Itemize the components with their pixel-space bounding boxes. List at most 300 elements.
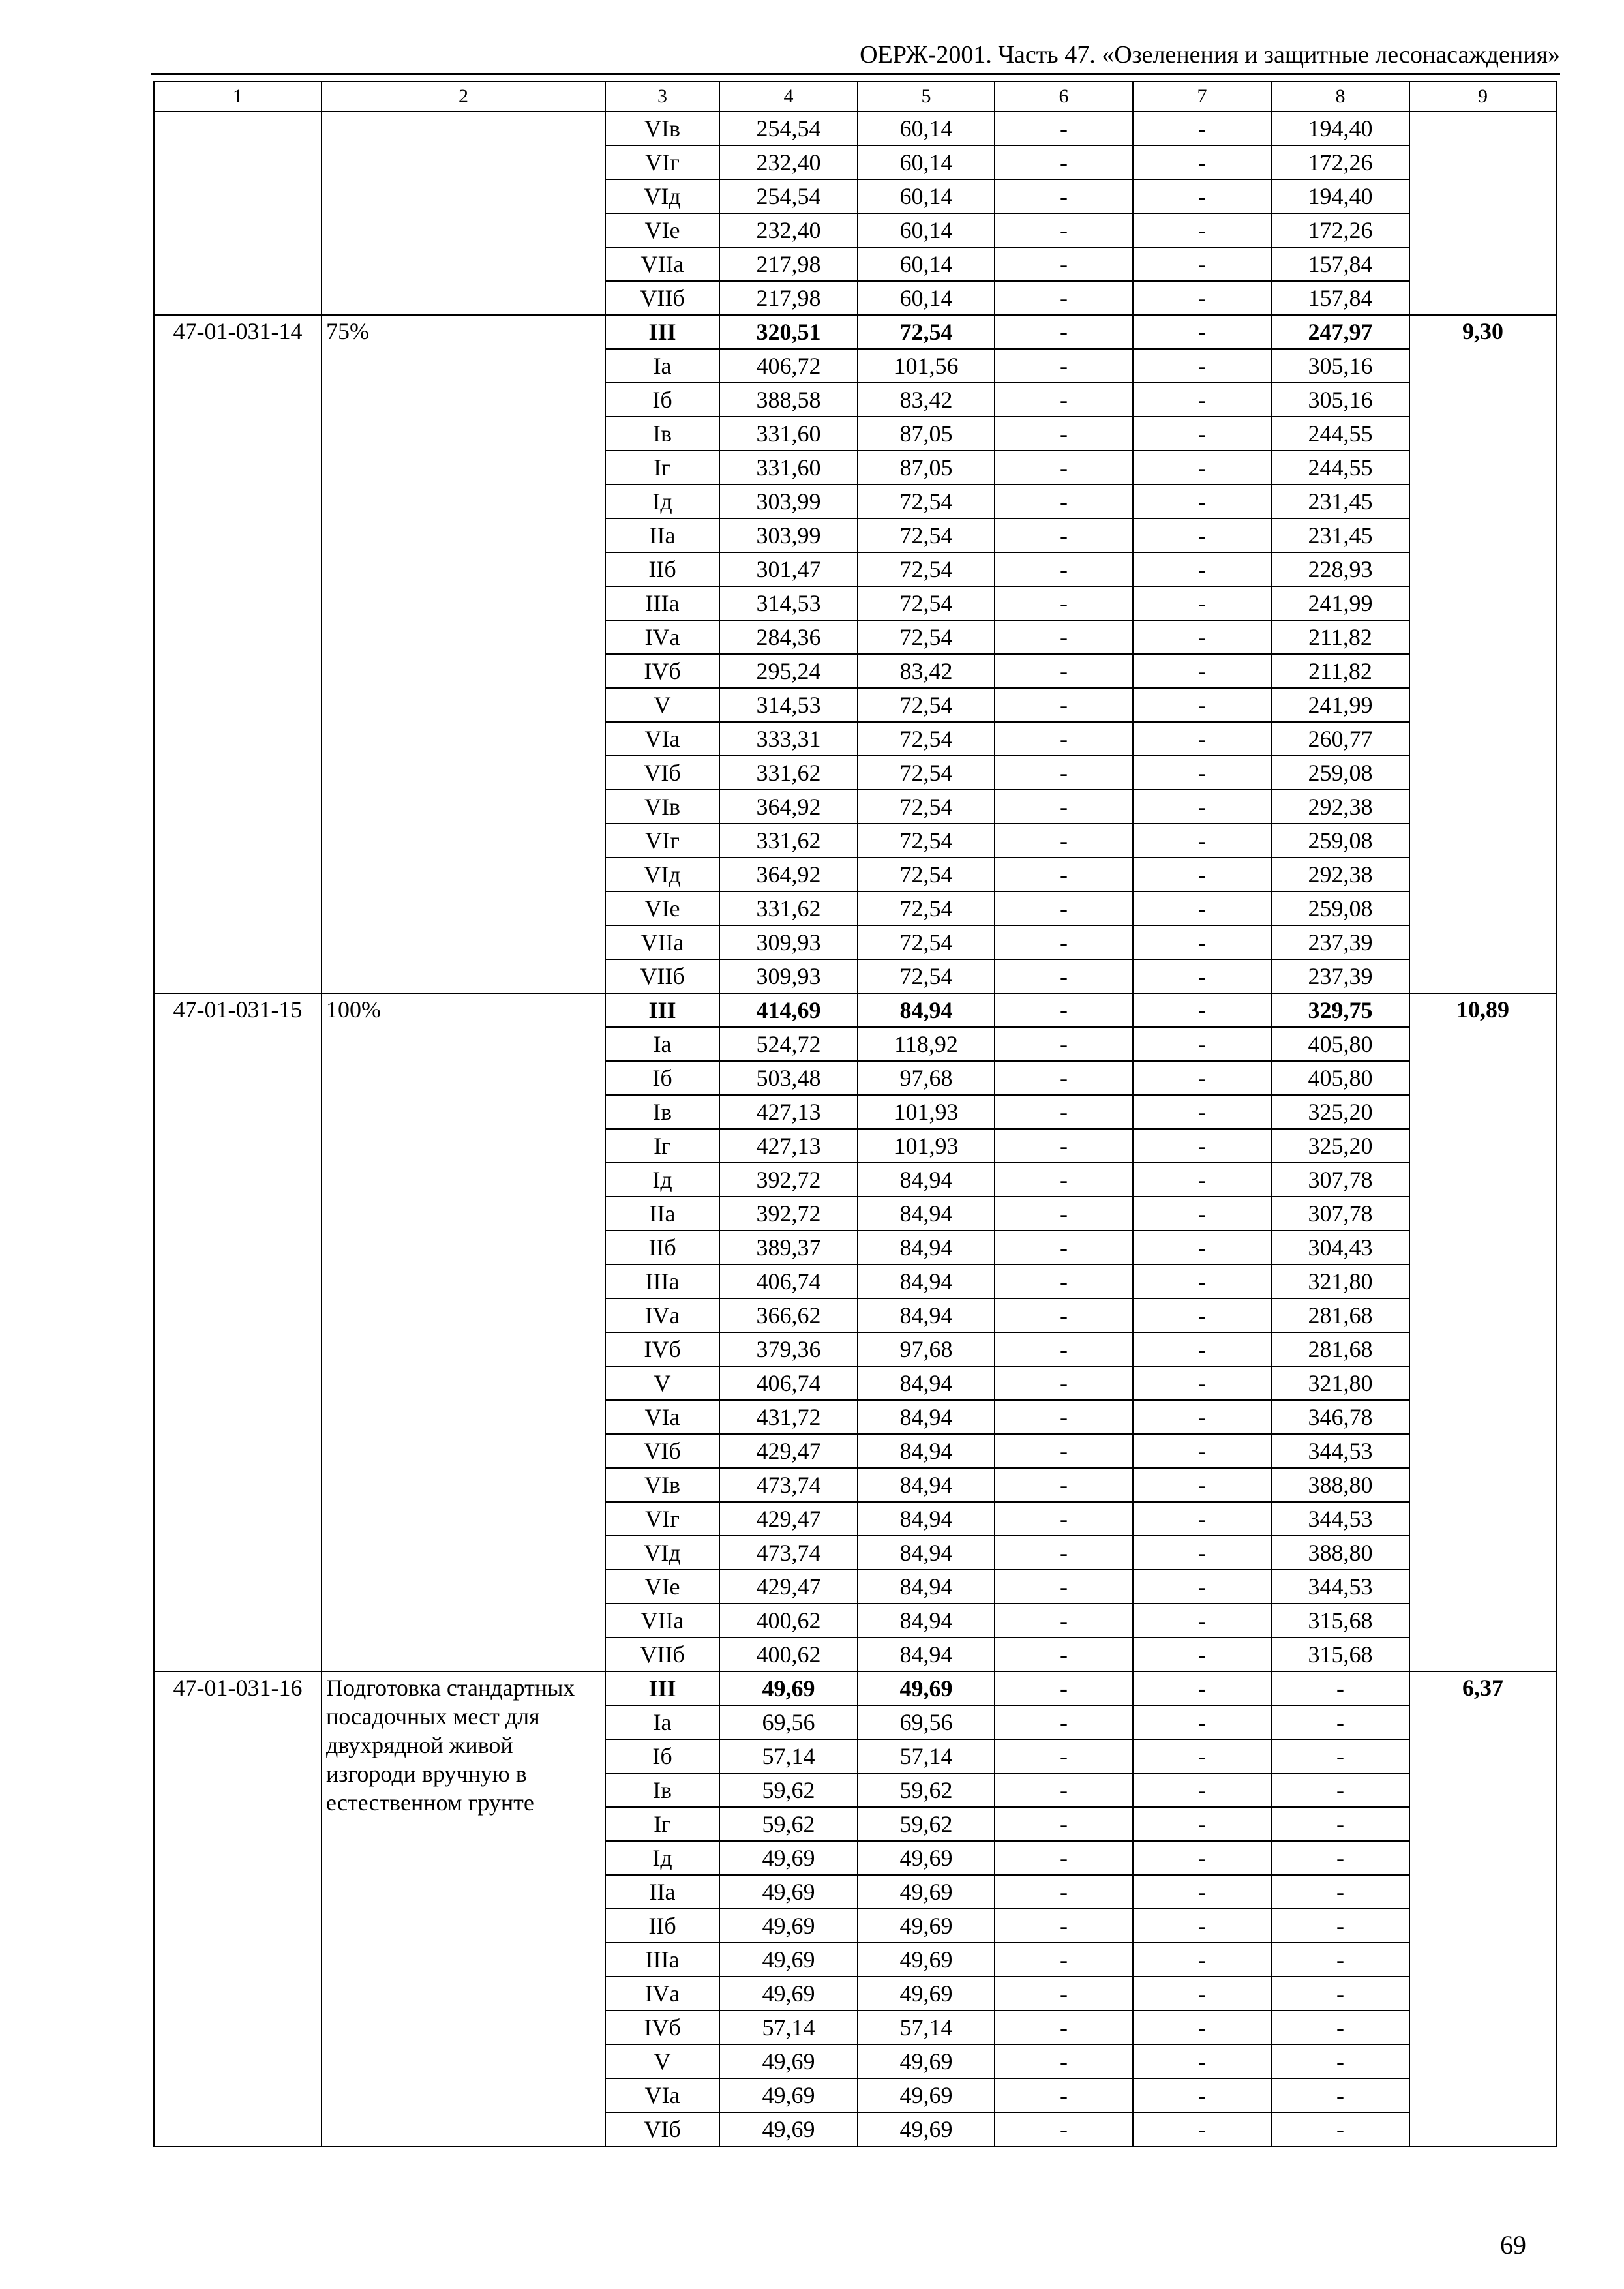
wages-cell: 49,69 bbox=[858, 1977, 995, 2011]
driver-wages-cell: - bbox=[1133, 145, 1271, 179]
driver-wages-cell: - bbox=[1133, 1197, 1271, 1231]
driver-wages-cell: - bbox=[1133, 1027, 1271, 1061]
wages-cell: 101,93 bbox=[858, 1129, 995, 1163]
wages-cell: 84,94 bbox=[858, 1264, 995, 1298]
zone-cell: IVа bbox=[605, 1977, 719, 2011]
driver-wages-cell: - bbox=[1133, 1095, 1271, 1129]
materials-cell: 194,40 bbox=[1271, 179, 1409, 213]
driver-wages-cell: - bbox=[1133, 485, 1271, 518]
direct-cost-cell: 429,47 bbox=[719, 1434, 858, 1468]
machine-cost-cell: - bbox=[995, 1502, 1133, 1536]
machine-cost-cell: - bbox=[995, 518, 1133, 552]
column-number: 9 bbox=[1409, 82, 1556, 112]
wages-cell: 84,94 bbox=[858, 993, 995, 1027]
wages-cell: 84,94 bbox=[858, 1570, 995, 1604]
driver-wages-cell: - bbox=[1133, 1536, 1271, 1570]
zone-cell: Iг bbox=[605, 451, 719, 485]
direct-cost-cell: 314,53 bbox=[719, 586, 858, 620]
machine-cost-cell: - bbox=[995, 1129, 1133, 1163]
driver-wages-cell: - bbox=[1133, 1061, 1271, 1095]
driver-wages-cell: - bbox=[1133, 654, 1271, 688]
materials-cell: 260,77 bbox=[1271, 722, 1409, 756]
materials-cell: 325,20 bbox=[1271, 1129, 1409, 1163]
zone-cell: V bbox=[605, 688, 719, 722]
wages-cell: 83,42 bbox=[858, 383, 995, 417]
machine-cost-cell: - bbox=[995, 790, 1133, 824]
column-number: 6 bbox=[995, 82, 1133, 112]
wages-cell: 72,54 bbox=[858, 858, 995, 891]
direct-cost-cell: 400,62 bbox=[719, 1604, 858, 1638]
materials-cell: 321,80 bbox=[1271, 1366, 1409, 1400]
materials-cell: 329,75 bbox=[1271, 993, 1409, 1027]
driver-wages-cell: - bbox=[1133, 2044, 1271, 2078]
machine-cost-cell: - bbox=[995, 1875, 1133, 1909]
table-header bbox=[154, 82, 1556, 112]
direct-cost-cell: 331,62 bbox=[719, 824, 858, 858]
materials-cell: 247,97 bbox=[1271, 315, 1409, 349]
machine-cost-cell: - bbox=[995, 2044, 1133, 2078]
machine-cost-cell: - bbox=[995, 1434, 1133, 1468]
materials-cell: 321,80 bbox=[1271, 1264, 1409, 1298]
machine-cost-cell: - bbox=[995, 1231, 1133, 1264]
driver-wages-cell: - bbox=[1133, 1163, 1271, 1197]
zone-cell: VIг bbox=[605, 1502, 719, 1536]
zone-cell: VIа bbox=[605, 1400, 719, 1434]
materials-cell: 304,43 bbox=[1271, 1231, 1409, 1264]
direct-cost-cell: 49,69 bbox=[719, 1841, 858, 1875]
wages-cell: 49,69 bbox=[858, 1841, 995, 1875]
machine-cost-cell: - bbox=[995, 1197, 1133, 1231]
direct-cost-cell: 254,54 bbox=[719, 179, 858, 213]
machine-cost-cell: - bbox=[995, 1061, 1133, 1095]
zone-cell: Iд bbox=[605, 1163, 719, 1197]
driver-wages-cell: - bbox=[1133, 586, 1271, 620]
driver-wages-cell: - bbox=[1133, 451, 1271, 485]
zone-cell: VIг bbox=[605, 145, 719, 179]
wages-cell: 72,54 bbox=[858, 790, 995, 824]
materials-cell: 305,16 bbox=[1271, 349, 1409, 383]
rate-code: 47-01-031-15 bbox=[154, 993, 322, 1671]
wages-cell: 84,94 bbox=[858, 1366, 995, 1400]
zone-cell: VIд bbox=[605, 858, 719, 891]
wages-cell: 72,54 bbox=[858, 722, 995, 756]
materials-cell: 315,68 bbox=[1271, 1604, 1409, 1638]
rate-code bbox=[154, 112, 322, 315]
wages-cell: 69,56 bbox=[858, 1705, 995, 1739]
driver-wages-cell: - bbox=[1133, 383, 1271, 417]
machine-cost-cell: - bbox=[995, 1027, 1133, 1061]
materials-cell: 194,40 bbox=[1271, 112, 1409, 145]
page-header: ОЕРЖ-2001. Часть 47. «Озеленения и защитные лесонасаждения» bbox=[860, 41, 1560, 68]
direct-cost-cell: 331,62 bbox=[719, 756, 858, 790]
column-number: 5 bbox=[858, 82, 995, 112]
zone-cell: Iа bbox=[605, 349, 719, 383]
wages-cell: 49,69 bbox=[858, 1875, 995, 1909]
driver-wages-cell: - bbox=[1133, 213, 1271, 247]
direct-cost-cell: 49,69 bbox=[719, 2112, 858, 2146]
direct-cost-cell: 57,14 bbox=[719, 1739, 858, 1773]
wages-cell: 84,94 bbox=[858, 1197, 995, 1231]
rates-table bbox=[153, 81, 1557, 2147]
direct-cost-cell: 303,99 bbox=[719, 518, 858, 552]
wages-cell: 72,54 bbox=[858, 586, 995, 620]
wages-cell: 97,68 bbox=[858, 1332, 995, 1366]
direct-cost-cell: 406,74 bbox=[719, 1366, 858, 1400]
materials-cell: 259,08 bbox=[1271, 756, 1409, 790]
zone-cell: VIв bbox=[605, 790, 719, 824]
driver-wages-cell: - bbox=[1133, 993, 1271, 1027]
direct-cost-cell: 69,56 bbox=[719, 1705, 858, 1739]
wages-cell: 72,54 bbox=[858, 925, 995, 959]
zone-cell: VIв bbox=[605, 112, 719, 145]
direct-cost-cell: 427,13 bbox=[719, 1129, 858, 1163]
zone-cell: IIб bbox=[605, 1909, 719, 1943]
direct-cost-cell: 254,54 bbox=[719, 112, 858, 145]
zone-cell: IIIа bbox=[605, 1943, 719, 1977]
machine-cost-cell: - bbox=[995, 1705, 1133, 1739]
materials-cell: 241,99 bbox=[1271, 586, 1409, 620]
zone-cell: V bbox=[605, 1366, 719, 1400]
materials-cell: 241,99 bbox=[1271, 688, 1409, 722]
machine-cost-cell: - bbox=[995, 1298, 1133, 1332]
driver-wages-cell: - bbox=[1133, 1841, 1271, 1875]
driver-wages-cell: - bbox=[1133, 824, 1271, 858]
zone-cell: VIд bbox=[605, 1536, 719, 1570]
materials-cell: - bbox=[1271, 2112, 1409, 2146]
machine-cost-cell: - bbox=[995, 2011, 1133, 2044]
wages-cell: 72,54 bbox=[858, 315, 995, 349]
zone-cell: IIб bbox=[605, 1231, 719, 1264]
column-number: 1 bbox=[154, 82, 322, 112]
zone-cell: Iа bbox=[605, 1705, 719, 1739]
driver-wages-cell: - bbox=[1133, 2011, 1271, 2044]
zone-cell: VIIа bbox=[605, 1604, 719, 1638]
wages-cell: 101,93 bbox=[858, 1095, 995, 1129]
driver-wages-cell: - bbox=[1133, 1298, 1271, 1332]
direct-cost-cell: 232,40 bbox=[719, 145, 858, 179]
direct-cost-cell: 331,60 bbox=[719, 451, 858, 485]
zone-cell: III bbox=[605, 315, 719, 349]
wages-cell: 59,62 bbox=[858, 1773, 995, 1807]
machine-cost-cell: - bbox=[995, 858, 1133, 891]
materials-cell: - bbox=[1271, 1977, 1409, 2011]
wages-cell: 83,42 bbox=[858, 654, 995, 688]
machine-cost-cell: - bbox=[995, 1366, 1133, 1400]
zone-cell: VIIа bbox=[605, 247, 719, 281]
machine-cost-cell: - bbox=[995, 756, 1133, 790]
materials-cell: 344,53 bbox=[1271, 1570, 1409, 1604]
machine-cost-cell: - bbox=[995, 451, 1133, 485]
zone-cell: VIд bbox=[605, 179, 719, 213]
direct-cost-cell: 320,51 bbox=[719, 315, 858, 349]
direct-cost-cell: 49,69 bbox=[719, 1671, 858, 1705]
machine-cost-cell: - bbox=[995, 179, 1133, 213]
materials-cell: 292,38 bbox=[1271, 790, 1409, 824]
wages-cell: 72,54 bbox=[858, 688, 995, 722]
materials-cell: 231,45 bbox=[1271, 518, 1409, 552]
zone-cell: Iд bbox=[605, 485, 719, 518]
driver-wages-cell: - bbox=[1133, 417, 1271, 451]
direct-cost-cell: 364,92 bbox=[719, 790, 858, 824]
zone-cell: IIа bbox=[605, 1875, 719, 1909]
zone-cell: Iг bbox=[605, 1807, 719, 1841]
wages-cell: 72,54 bbox=[858, 485, 995, 518]
driver-wages-cell: - bbox=[1133, 620, 1271, 654]
direct-cost-cell: 427,13 bbox=[719, 1095, 858, 1129]
zone-cell: VIа bbox=[605, 722, 719, 756]
machine-cost-cell: - bbox=[995, 1264, 1133, 1298]
direct-cost-cell: 49,69 bbox=[719, 2078, 858, 2112]
driver-wages-cell: - bbox=[1133, 112, 1271, 145]
direct-cost-cell: 366,62 bbox=[719, 1298, 858, 1332]
driver-wages-cell: - bbox=[1133, 1977, 1271, 2011]
machine-cost-cell: - bbox=[995, 1332, 1133, 1366]
zone-cell: IVа bbox=[605, 620, 719, 654]
direct-cost-cell: 503,48 bbox=[719, 1061, 858, 1095]
machine-cost-cell: - bbox=[995, 213, 1133, 247]
machine-cost-cell: - bbox=[995, 824, 1133, 858]
zone-cell: IIа bbox=[605, 518, 719, 552]
zone-cell: IIIа bbox=[605, 1264, 719, 1298]
materials-cell: 281,68 bbox=[1271, 1332, 1409, 1366]
wages-cell: 84,94 bbox=[858, 1468, 995, 1502]
wages-cell: 49,69 bbox=[858, 2112, 995, 2146]
machine-cost-cell: - bbox=[995, 1095, 1133, 1129]
driver-wages-cell: - bbox=[1133, 1773, 1271, 1807]
rate-code: 47-01-031-14 bbox=[154, 315, 322, 993]
materials-cell: - bbox=[1271, 1909, 1409, 1943]
driver-wages-cell: - bbox=[1133, 1231, 1271, 1264]
direct-cost-cell: 309,93 bbox=[719, 925, 858, 959]
wages-cell: 60,14 bbox=[858, 145, 995, 179]
direct-cost-cell: 331,62 bbox=[719, 891, 858, 925]
driver-wages-cell: - bbox=[1133, 959, 1271, 993]
materials-cell: 228,93 bbox=[1271, 552, 1409, 586]
materials-cell: 244,55 bbox=[1271, 451, 1409, 485]
direct-cost-cell: 429,47 bbox=[719, 1502, 858, 1536]
machine-cost-cell: - bbox=[995, 586, 1133, 620]
materials-cell: 211,82 bbox=[1271, 654, 1409, 688]
driver-wages-cell: - bbox=[1133, 1264, 1271, 1298]
direct-cost-cell: 57,14 bbox=[719, 2011, 858, 2044]
materials-cell: 305,16 bbox=[1271, 383, 1409, 417]
machine-cost-cell: - bbox=[995, 1773, 1133, 1807]
materials-cell: 259,08 bbox=[1271, 824, 1409, 858]
machine-cost-cell: - bbox=[995, 2078, 1133, 2112]
rate-name: 100% bbox=[322, 993, 605, 1671]
machine-cost-cell: - bbox=[995, 1163, 1133, 1197]
column-number: 2 bbox=[322, 82, 605, 112]
labor-cost-cell: 9,30 bbox=[1409, 315, 1556, 993]
materials-cell: 259,08 bbox=[1271, 891, 1409, 925]
machine-cost-cell: - bbox=[995, 654, 1133, 688]
direct-cost-cell: 331,60 bbox=[719, 417, 858, 451]
materials-cell: 344,53 bbox=[1271, 1434, 1409, 1468]
driver-wages-cell: - bbox=[1133, 756, 1271, 790]
materials-cell: - bbox=[1271, 1875, 1409, 1909]
machine-cost-cell: - bbox=[995, 145, 1133, 179]
rate-name bbox=[322, 112, 605, 315]
rate-code: 47-01-031-16 bbox=[154, 1671, 322, 2146]
zone-cell: VIIб bbox=[605, 281, 719, 315]
wages-cell: 49,69 bbox=[858, 2044, 995, 2078]
direct-cost-cell: 49,69 bbox=[719, 1977, 858, 2011]
column-number: 4 bbox=[719, 82, 858, 112]
wages-cell: 49,69 bbox=[858, 1909, 995, 1943]
column-number: 7 bbox=[1133, 82, 1271, 112]
direct-cost-cell: 301,47 bbox=[719, 552, 858, 586]
table-row bbox=[154, 1671, 1556, 1705]
driver-wages-cell: - bbox=[1133, 790, 1271, 824]
driver-wages-cell: - bbox=[1133, 858, 1271, 891]
direct-cost-cell: 524,72 bbox=[719, 1027, 858, 1061]
materials-cell: 388,80 bbox=[1271, 1536, 1409, 1570]
labor-cost-cell bbox=[1409, 112, 1556, 315]
materials-cell: 292,38 bbox=[1271, 858, 1409, 891]
zone-cell: VIг bbox=[605, 824, 719, 858]
driver-wages-cell: - bbox=[1133, 1400, 1271, 1434]
driver-wages-cell: - bbox=[1133, 315, 1271, 349]
direct-cost-cell: 392,72 bbox=[719, 1197, 858, 1231]
machine-cost-cell: - bbox=[995, 417, 1133, 451]
machine-cost-cell: - bbox=[995, 891, 1133, 925]
machine-cost-cell: - bbox=[995, 1536, 1133, 1570]
labor-cost-cell: 10,89 bbox=[1409, 993, 1556, 1671]
zone-cell: IIб bbox=[605, 552, 719, 586]
driver-wages-cell: - bbox=[1133, 2078, 1271, 2112]
driver-wages-cell: - bbox=[1133, 179, 1271, 213]
driver-wages-cell: - bbox=[1133, 1875, 1271, 1909]
machine-cost-cell: - bbox=[995, 1909, 1133, 1943]
direct-cost-cell: 49,69 bbox=[719, 2044, 858, 2078]
wages-cell: 57,14 bbox=[858, 2011, 995, 2044]
driver-wages-cell: - bbox=[1133, 247, 1271, 281]
driver-wages-cell: - bbox=[1133, 1807, 1271, 1841]
wages-cell: 72,54 bbox=[858, 891, 995, 925]
driver-wages-cell: - bbox=[1133, 1332, 1271, 1366]
machine-cost-cell: - bbox=[995, 112, 1133, 145]
driver-wages-cell: - bbox=[1133, 1366, 1271, 1400]
machine-cost-cell: - bbox=[995, 1604, 1133, 1638]
machine-cost-cell: - bbox=[995, 552, 1133, 586]
rate-name: 75% bbox=[322, 315, 605, 993]
direct-cost-cell: 59,62 bbox=[719, 1773, 858, 1807]
direct-cost-cell: 473,74 bbox=[719, 1468, 858, 1502]
wages-cell: 60,14 bbox=[858, 213, 995, 247]
machine-cost-cell: - bbox=[995, 1468, 1133, 1502]
wages-cell: 84,94 bbox=[858, 1231, 995, 1264]
zone-cell: V bbox=[605, 2044, 719, 2078]
materials-cell: 237,39 bbox=[1271, 959, 1409, 993]
wages-cell: 72,54 bbox=[858, 620, 995, 654]
materials-cell: - bbox=[1271, 1943, 1409, 1977]
wages-cell: 84,94 bbox=[858, 1536, 995, 1570]
column-number: 8 bbox=[1271, 82, 1409, 112]
column-number-row bbox=[154, 82, 1556, 112]
zone-cell: VIIб bbox=[605, 1638, 719, 1671]
direct-cost-cell: 314,53 bbox=[719, 688, 858, 722]
wages-cell: 101,56 bbox=[858, 349, 995, 383]
driver-wages-cell: - bbox=[1133, 1638, 1271, 1671]
direct-cost-cell: 406,72 bbox=[719, 349, 858, 383]
zone-cell: VIа bbox=[605, 2078, 719, 2112]
driver-wages-cell: - bbox=[1133, 688, 1271, 722]
zone-cell: IVб bbox=[605, 654, 719, 688]
direct-cost-cell: 49,69 bbox=[719, 1909, 858, 1943]
wages-cell: 57,14 bbox=[858, 1739, 995, 1773]
machine-cost-cell: - bbox=[995, 993, 1133, 1027]
wages-cell: 97,68 bbox=[858, 1061, 995, 1095]
direct-cost-cell: 389,37 bbox=[719, 1231, 858, 1264]
materials-cell: - bbox=[1271, 1841, 1409, 1875]
driver-wages-cell: - bbox=[1133, 1739, 1271, 1773]
machine-cost-cell: - bbox=[995, 1943, 1133, 1977]
zone-cell: Iб bbox=[605, 383, 719, 417]
zone-cell: VIб bbox=[605, 2112, 719, 2146]
machine-cost-cell: - bbox=[995, 1638, 1133, 1671]
materials-cell: - bbox=[1271, 1671, 1409, 1705]
zone-cell: VIе bbox=[605, 891, 719, 925]
wages-cell: 84,94 bbox=[858, 1604, 995, 1638]
driver-wages-cell: - bbox=[1133, 518, 1271, 552]
driver-wages-cell: - bbox=[1133, 349, 1271, 383]
table-body bbox=[154, 112, 1556, 2146]
direct-cost-cell: 333,31 bbox=[719, 722, 858, 756]
driver-wages-cell: - bbox=[1133, 1434, 1271, 1468]
rate-name: Подготовка стандартных посадочных мест для двухрядной живой изгороди вручную в естественном грунте bbox=[322, 1671, 605, 2146]
machine-cost-cell: - bbox=[995, 1977, 1133, 2011]
direct-cost-cell: 392,72 bbox=[719, 1163, 858, 1197]
materials-cell: 172,26 bbox=[1271, 145, 1409, 179]
zone-cell: Iд bbox=[605, 1841, 719, 1875]
driver-wages-cell: - bbox=[1133, 1909, 1271, 1943]
materials-cell: - bbox=[1271, 1705, 1409, 1739]
zone-cell: IVб bbox=[605, 1332, 719, 1366]
direct-cost-cell: 429,47 bbox=[719, 1570, 858, 1604]
direct-cost-cell: 473,74 bbox=[719, 1536, 858, 1570]
machine-cost-cell: - bbox=[995, 1807, 1133, 1841]
direct-cost-cell: 59,62 bbox=[719, 1807, 858, 1841]
materials-cell: 211,82 bbox=[1271, 620, 1409, 654]
direct-cost-cell: 49,69 bbox=[719, 1875, 858, 1909]
materials-cell: 307,78 bbox=[1271, 1163, 1409, 1197]
machine-cost-cell: - bbox=[995, 2112, 1133, 2146]
wages-cell: 72,54 bbox=[858, 959, 995, 993]
machine-cost-cell: - bbox=[995, 688, 1133, 722]
materials-cell: 405,80 bbox=[1271, 1061, 1409, 1095]
materials-cell: 281,68 bbox=[1271, 1298, 1409, 1332]
driver-wages-cell: - bbox=[1133, 281, 1271, 315]
driver-wages-cell: - bbox=[1133, 1705, 1271, 1739]
wages-cell: 59,62 bbox=[858, 1807, 995, 1841]
driver-wages-cell: - bbox=[1133, 891, 1271, 925]
materials-cell: 157,84 bbox=[1271, 247, 1409, 281]
materials-cell: - bbox=[1271, 2011, 1409, 2044]
materials-cell: 388,80 bbox=[1271, 1468, 1409, 1502]
table-row bbox=[154, 315, 1556, 349]
direct-cost-cell: 49,69 bbox=[719, 1943, 858, 1977]
machine-cost-cell: - bbox=[995, 383, 1133, 417]
driver-wages-cell: - bbox=[1133, 925, 1271, 959]
zone-cell: VIе bbox=[605, 213, 719, 247]
driver-wages-cell: - bbox=[1133, 1671, 1271, 1705]
wages-cell: 84,94 bbox=[858, 1502, 995, 1536]
materials-cell: - bbox=[1271, 1739, 1409, 1773]
wages-cell: 72,54 bbox=[858, 756, 995, 790]
zone-cell: III bbox=[605, 1671, 719, 1705]
wages-cell: 49,69 bbox=[858, 2078, 995, 2112]
machine-cost-cell: - bbox=[995, 485, 1133, 518]
